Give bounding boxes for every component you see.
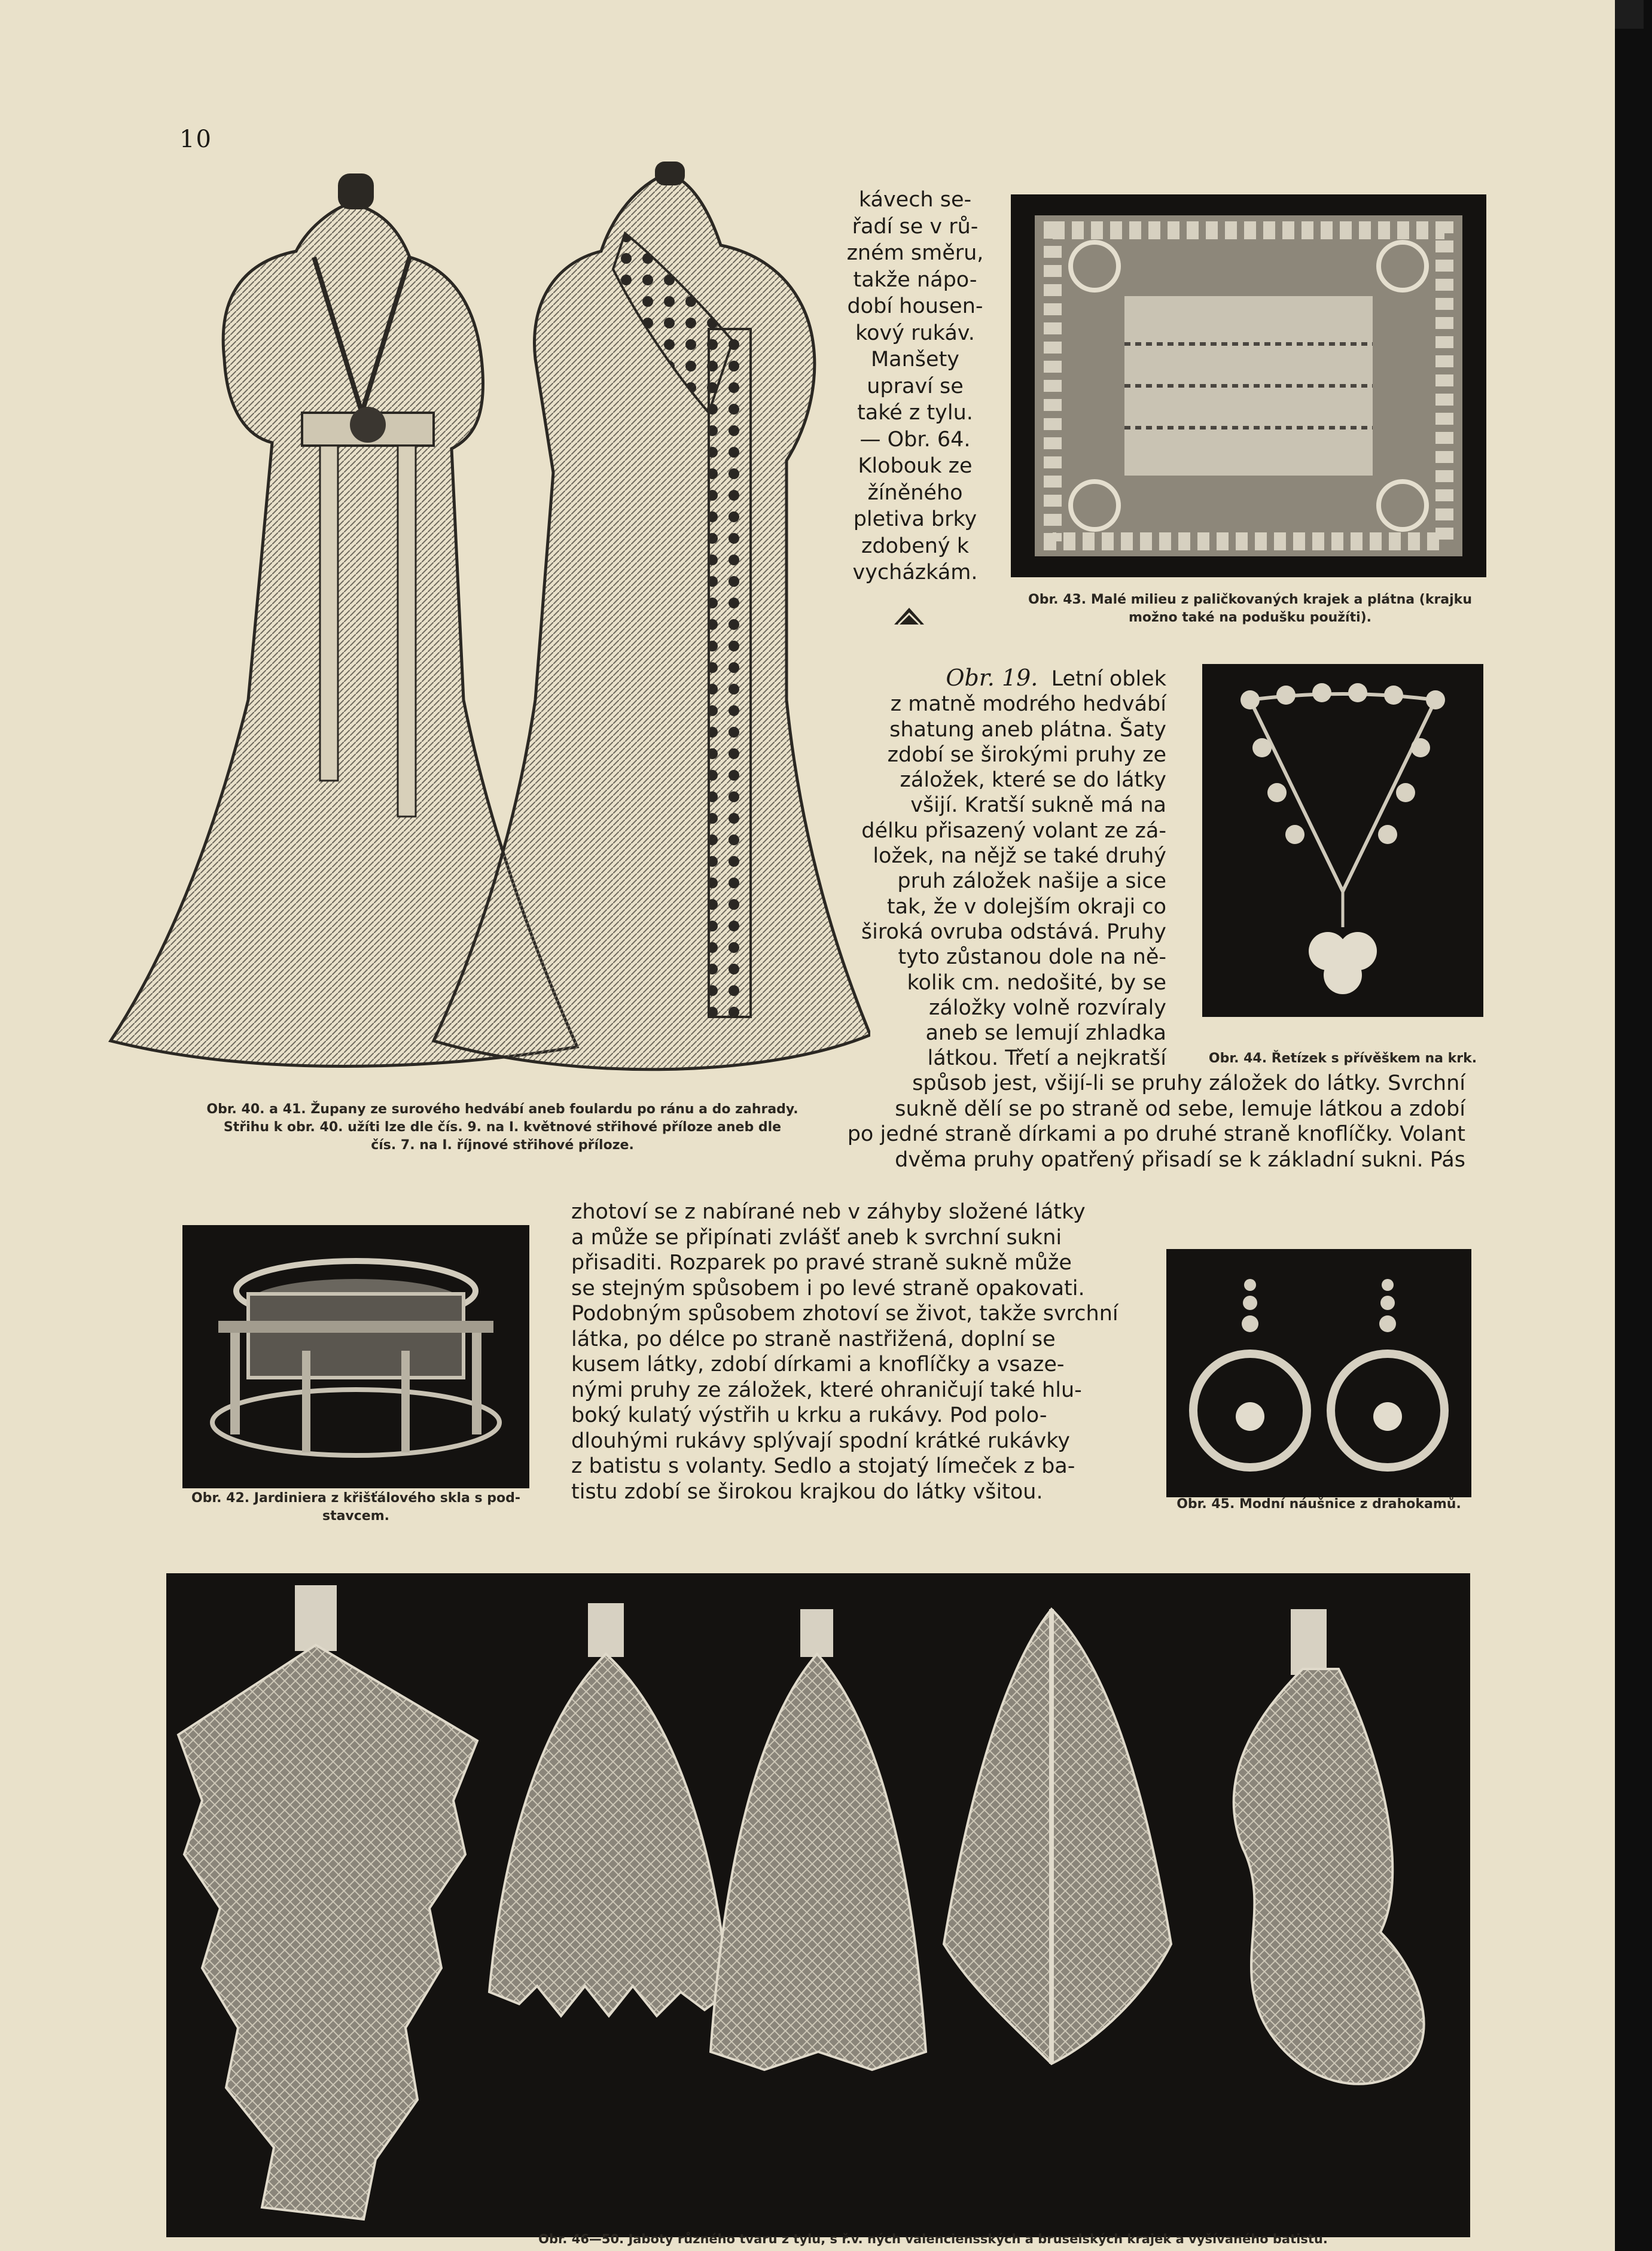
figure-43-lace-milieu xyxy=(1011,194,1486,577)
ornament-icon xyxy=(891,604,927,627)
earrings-photo xyxy=(1166,1249,1471,1497)
necklace-photo xyxy=(1202,664,1483,1017)
figure-45-earrings xyxy=(1166,1249,1471,1497)
text-column-top: kávech se- řadí se v rů- zném směru, takže nápo- dobí housen- kový rukáv. Manšety upraví se také z tylu. — Obr. 64. Klobouk ze žíněného pletiva brky zdobený k vycházkám. xyxy=(846,188,984,584)
caption-fig-45: Obr. 45. Modní náušnice z drahokamů. xyxy=(1176,1497,1461,1512)
figure-40-41-dressing-gowns xyxy=(99,162,870,1089)
jabots-photo xyxy=(166,1573,1470,2237)
figure-46-50-jabots xyxy=(166,1573,1470,2237)
scan-corner-tab xyxy=(1615,0,1644,29)
paragraph-lead: Obr. 19. xyxy=(946,665,1038,691)
caption-fig-43: Obr. 43. Malé milieu z paličkovaných krajek a plátna (krajku možno také na podušku použíti). xyxy=(1028,592,1472,625)
lace-milieu-photo xyxy=(1011,194,1486,577)
text-middle-column: zhotoví se z nabírané neb v záhyby složené látky a může se připínati zvlášť aneb k svrchní sukni přisaditi. Rozparek po pravé straně sukně může se stejným spůsobem i po levé straně opakovati. Podobným spůsobem zhotoví se život, takže svrchní látka, po délce po straně nastřižená, doplní se kusem látky, zdobí dírkami a knoflíčky a vsaze- nými pruhy ze záložek, které ohraničují také hlu- boký kulatý výstřih u krku a rukávy. Pod polo- dlouhými rukávy splývají spodní krátké rukávky z batistu s volanty. Sedlo a stojatý límeček z ba- tistu zdobí se širokou krajkou do látky všitou. xyxy=(571,1200,1118,1504)
figure-42-jardiniere xyxy=(182,1225,529,1488)
jardiniere-photo xyxy=(182,1225,529,1488)
caption-fig-44: Obr. 44. Řetízek s přívěškem na krk. xyxy=(1208,1051,1477,1066)
dressing-gowns-illustration xyxy=(99,162,870,1089)
scan-edge xyxy=(1615,0,1652,2251)
figure-44-necklace xyxy=(1202,664,1483,1017)
text-wide-lines: spůsob jest, všijí-li se pruhy záložek do látky. Svrchní sukně dělí se po straně od sebe, lemuje látkou a zdobí po jedné straně dírkami a po druhé straně knoflíčky. Volant dvěma pruhy opatřený přisadí se k základní sukni. Pás xyxy=(847,1071,1465,1172)
paragraph-obr-19: Obr. 19. Letní oblek z matně modrého hedvábí shatung aneb plátna. Šaty zdobí se širokými pruhy ze záložek, které se do látky všijí. Kratší sukně má na délku přisazený volant ze zá- ložek, na nějž se také druhý pruh záložek našije a sice tak, že v dolejším okraji co široká ovruba odstává. Pruhy tyto zůstanou dole na ně- kolik cm. nedošité, by se záložky volně rozvíraly aneb se lemují zhladka látkou. Třetí a nejkratší xyxy=(861,665,1166,1071)
page-number: 10 xyxy=(179,126,212,153)
caption-fig-40-41: Obr. 40. a 41. Župany ze surového hedvábí aneb foulardu po ránu a do zahrady. Střihu k obr. 40. užíti lze dle čís. 9. na I. květnové střihové příloze aneb dle čís. 7. na I. říjnové střihové příloze. xyxy=(206,1102,798,1153)
caption-fig-46-50: Obr. 46—50. Jaboty různého tvaru z tylu, s ř.v. ných valenciensských a bruselských krajek a vyšívaného batistu. xyxy=(538,2232,1328,2246)
caption-fig-42: Obr. 42. Jardiniera z křišťálového skla s pod- stavcem. xyxy=(191,1491,521,1524)
